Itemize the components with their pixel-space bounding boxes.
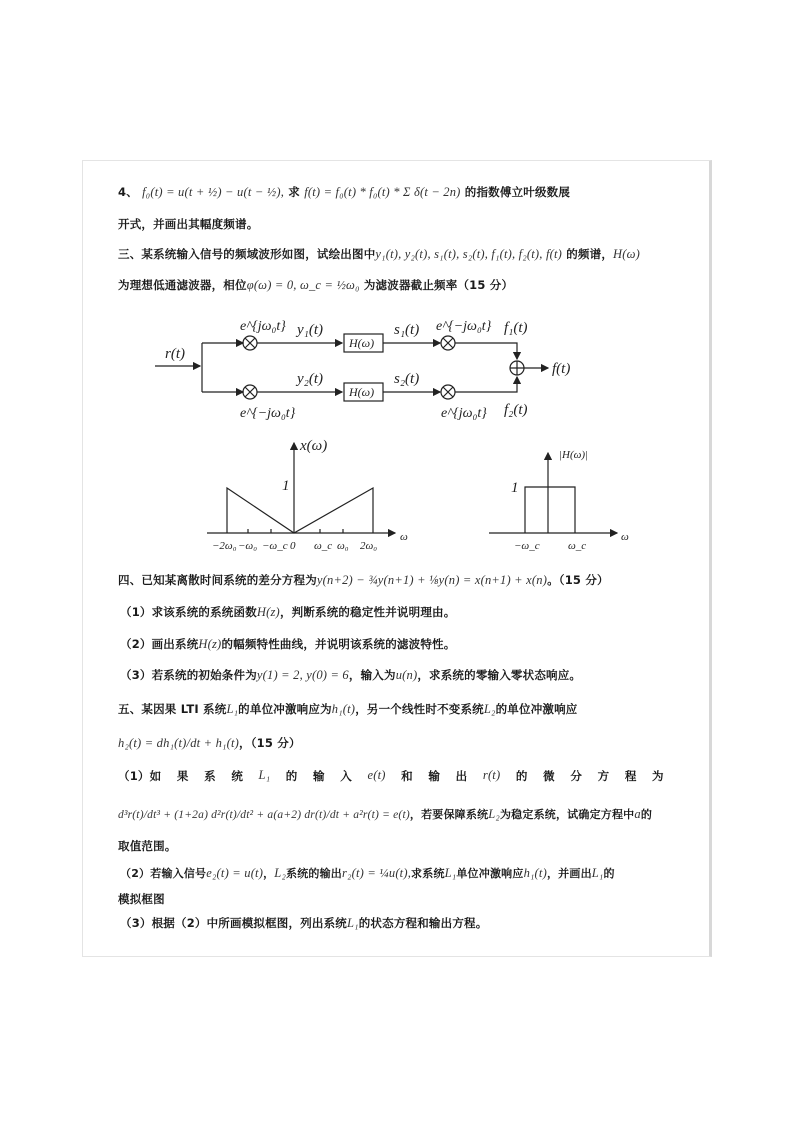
word: 和 [401,769,413,783]
word: L₁ [258,768,271,782]
q3-text: 为理想低通滤波器，相位 [118,278,247,292]
spectrum-h-title: |H(ω)| [559,449,589,461]
word: 程 [624,769,637,783]
word: r(t) [482,768,501,782]
word: 微 [543,769,555,783]
tick-label: ω_c [314,540,333,552]
s1-label: s₁(t) [394,322,420,338]
adder-icon [510,361,524,375]
tick-label: −ω_c [514,540,540,552]
q-four-line1 [118,572,609,588]
spectrum-x-plot [207,443,395,533]
word: 系 [204,769,216,783]
q-five-part2 [120,865,615,881]
word: 输 [428,769,441,783]
q3-text: 三、某系统输入信号的频域波形如图，试绘出图中 [118,247,376,261]
text: 为稳定系统，试确定方程中 [499,808,635,821]
math: h₂(t) = dh₁(t)/dt + h₁(t) [118,736,239,750]
q4-text: 的指数傅立叶级数展 [464,185,571,199]
math: L₁ [591,866,604,880]
q-four-part2 [120,636,455,652]
q4-formula-f: f(t) = f₀(t) * f₀(t) * Σ δ(t − 2n) [304,185,461,199]
math: u(n) [395,668,418,682]
word: 为 [652,769,664,783]
q-four-text: 四、已知某离散时间系统的差分方程为 [118,573,317,587]
math: L₂ [488,807,500,821]
text: ，另一个线性时不变系统 [355,702,484,716]
tick-label: −ω₀ [238,540,258,552]
carrier-label: e^{jω₀t} [441,406,487,421]
math: H(z) [198,637,222,651]
text: 求系统 [411,867,445,880]
word: 分 [570,769,583,783]
text: 单位冲激响应 [456,867,524,880]
word: （1）如 [118,769,162,783]
q3-text: 的频谱， [566,247,614,261]
text: 的单位冲激响应 [495,702,578,716]
text: （1）求该系统的系统函数 [120,605,257,619]
multiplier-icon [441,336,455,350]
text: 的状态方程和输出方程。 [358,916,488,930]
q4-formula-f0: f₀(t) = u(t + ½) − u(t − ½), [142,185,285,199]
text: ， [263,867,275,880]
q4-number: 4、 [118,185,138,199]
text: （2）若输入信号 [120,867,207,880]
q-four-text: 。（15 分） [547,573,609,587]
math: e₂(t) = u(t) [206,866,264,880]
q4-line2: 开式，并画出其幅度频谱。 [118,217,259,231]
text: ，并画出 [546,867,592,880]
text: （3）根据（2）中所画模拟框图，列出系统 [120,916,348,930]
math: h₁(t) [331,702,356,716]
text: 的 [603,867,615,880]
tick-label: −2ω₀ [212,540,237,552]
word: 果 [176,769,189,783]
math: L₁ [444,866,457,880]
q3-signals: y₁(t), y₂(t), s₁(t), s₂(t), f₁(t), f₂(t), f(t) [375,247,563,261]
math: r₂(t) = ¼u(t), [342,866,412,880]
q3-cutoff: φ(ω) = 0, ω_c = ½ω₀ [246,278,360,292]
q3-filter: H(ω) [613,247,641,261]
axis-label: ω [621,531,629,543]
spectrum-h-plot [489,453,617,533]
word: e(t) [367,768,386,782]
text: 的 [640,808,653,821]
q-five-line2 [118,735,301,751]
text: （3）若系统的初始条件为 [120,668,257,682]
q-five-part1-equation [118,806,652,822]
word: 的 [515,769,528,783]
tick-label: 2ω₀ [360,540,378,552]
word: 的 [285,769,298,783]
multiplier-icon [243,336,257,350]
text: 的幅频特性曲线，并说明该系统的滤波特性。 [221,637,456,651]
carrier-label: e^{−jω₀t} [436,319,492,334]
carrier-label: e^{jω₀t} [240,319,286,334]
text: ，判断系统的稳定性并说明理由。 [279,605,456,619]
axis-label: ω [400,531,408,543]
q-five-line1 [118,701,578,717]
word: 统 [231,769,244,783]
math: L₁ [226,702,239,716]
q-five-part1-end: 取值范围。 [118,839,177,853]
q-five-part3 [120,915,487,931]
carrier-label: e^{−jω₀t} [240,406,296,421]
q-five-part1-line [118,768,664,784]
tick-label: 0 [290,540,296,552]
math: L₁ [347,916,359,930]
text: ，输入为 [348,668,396,682]
tick-label: ω_c [568,540,587,552]
spectrum-x-peak: 1 [282,478,290,494]
text: 五、某因果 LTI 系统 [118,702,227,716]
spectrum-x-title: x(ω) [300,438,328,454]
difference-equation: y(n+2) − ¾y(n+1) + ⅛y(n) = x(n+1) + x(n) [316,573,548,587]
filter-label: H(ω) [349,385,375,399]
output-label: f(t) [552,361,571,377]
differential-equation: d³r(t)/dt³ + (1+2a) d²r(t)/dt² + a(a+2) dr(t)/dt + a²r(t) = e(t) [118,809,410,821]
word: 出 [455,769,468,783]
multiplier-icon [243,385,257,399]
text: （2）画出系统 [120,637,199,651]
y1-label: y₁(t) [297,322,324,338]
math: L₂ [483,702,496,716]
word: 方 [597,769,610,783]
math: a [634,807,641,821]
q-four-part3 [120,667,581,683]
tick-label: −ω_c [262,540,288,552]
math: L₂ [274,866,286,880]
q4-text: 求 [288,185,300,199]
q3-text: 为滤波器截止频率（15 分） [363,278,514,292]
multiplier-icon [441,385,455,399]
q-five-part2-end: 模拟框图 [118,892,165,906]
f1-label: f₁(t) [504,320,528,336]
y2-label: y₂(t) [297,371,324,387]
q-four-part1 [120,604,455,620]
text: ，（15 分） [239,736,301,750]
text: ，求系统的零输入零状态响应。 [417,668,582,682]
input-label: r(t) [165,346,185,362]
f2-label: f₂(t) [504,402,528,418]
tick-label: ω₀ [337,540,349,552]
math: y(1) = 2, y(0) = 6 [256,668,349,682]
spectrum-h-level: 1 [511,480,519,496]
math: h₁(t) [523,866,547,880]
text: ，若要保障系统 [409,808,489,821]
s2-label: s₂(t) [394,371,420,387]
filter-label: H(ω) [349,336,375,350]
text: 的单位冲激响应为 [238,702,332,716]
text: 系统的输出 [286,867,342,880]
word: 输 [313,769,325,783]
math: H(z) [256,605,280,619]
word: 入 [340,769,352,783]
